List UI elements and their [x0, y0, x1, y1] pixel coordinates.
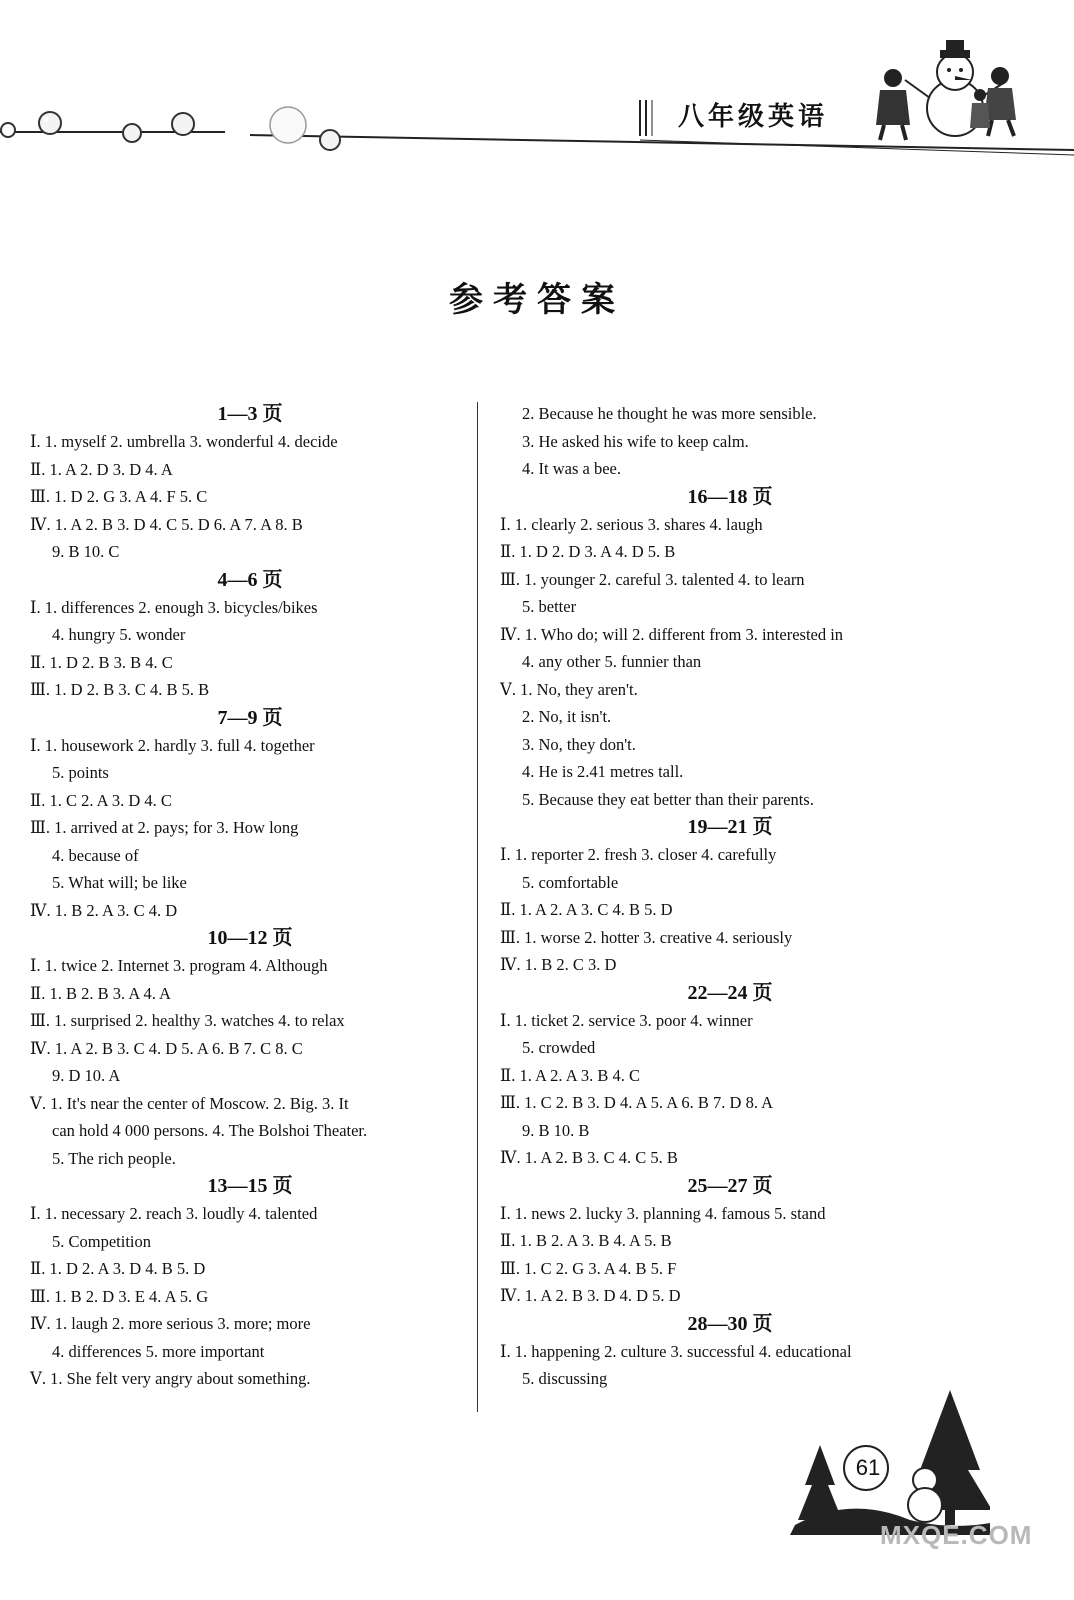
answer-line: Ⅱ. 1. B 2. A 3. B 4. A 5. B — [500, 1231, 672, 1250]
answer-line: can hold 4 000 persons. 4. The Bolshoi Theater. — [52, 1121, 368, 1140]
answer-line: 4. hungry 5. wonder — [52, 625, 186, 644]
answer-line: Ⅳ. 1. A 2. B 3. D 4. D 5. D — [500, 1286, 681, 1305]
answer-line: 5. discussing — [522, 1369, 608, 1388]
answer-line: Ⅰ. 1. happening 2. culture 3. successful 4. educational — [500, 1341, 852, 1361]
answer-line: Ⅱ. 1. D 2. B 3. B 4. C — [30, 652, 173, 672]
answer-line: Ⅱ. 1. A 2. D 3. D 4. A — [30, 459, 173, 479]
answer-line: 9. B 10. B — [522, 1120, 590, 1140]
answer-line: Ⅲ. 1. worse 2. hotter 3. creative 4. seriously — [500, 927, 793, 947]
section-title: 22—24 页 — [687, 981, 773, 1004]
section-title: 13—15 页 — [207, 1175, 293, 1197]
column-divider — [477, 402, 478, 1412]
answer-line: 5. better — [522, 597, 577, 616]
book-title: 八年级英语 — [677, 102, 828, 132]
answer-line: Ⅱ. 1. B 2. B 3. A 4. A — [30, 983, 171, 1003]
answer-line: 5. Competition — [52, 1231, 151, 1251]
answer-line: Ⅲ. 1. arrived at 2. pays; for 3. How long — [30, 818, 299, 837]
tree-snowman-icon — [790, 1385, 990, 1535]
header-ornament-icon — [0, 0, 1074, 170]
answer-line: Ⅰ. 1. reporter 2. fresh 3. closer 4. carefully — [500, 845, 777, 864]
answer-line: 5. comfortable — [522, 872, 619, 892]
answer-line: Ⅰ. 1. myself 2. umbrella 3. wonderful 4. decide — [30, 432, 338, 451]
answer-section — [30, 924, 470, 1172]
answer-line: 9. B 10. C — [52, 542, 120, 561]
answer-section — [500, 400, 960, 483]
answer-line: Ⅰ. 1. housework 2. hardly 3. full 4. together — [30, 735, 315, 755]
answer-line: 9. D 10. A — [52, 1066, 121, 1085]
section-title: 10—12 页 — [207, 927, 293, 949]
section-title: 25—27 页 — [687, 1174, 773, 1197]
answer-line: 4. He is 2.41 metres tall. — [522, 762, 684, 781]
answer-line: 5. points — [52, 763, 109, 782]
answer-section — [500, 813, 960, 979]
answer-line: Ⅰ. 1. ticket 2. service 3. poor 4. winner — [500, 1010, 753, 1030]
answer-line: Ⅰ. 1. differences 2. enough 3. bicycles/bikes — [30, 597, 318, 617]
answer-line: Ⅲ. 1. C 2. G 3. A 4. B 5. F — [500, 1258, 677, 1278]
answer-line: 2. No, it isn't. — [522, 707, 612, 726]
answer-section — [30, 704, 470, 925]
answer-line: 5. The rich people. — [52, 1148, 176, 1168]
section-title: 19—21 页 — [687, 816, 773, 838]
page-number: 61 — [855, 1455, 881, 1480]
answer-line: Ⅳ. 1. laugh 2. more serious 3. more; more — [30, 1314, 311, 1333]
answer-line: Ⅰ. 1. necessary 2. reach 3. loudly 4. talented — [30, 1204, 318, 1223]
answer-line: Ⅳ. 1. A 2. B 3. C 4. D 5. A 6. B 7. C 8. C — [30, 1038, 303, 1058]
answer-section — [30, 1172, 470, 1393]
answer-line: 5. crowded — [522, 1038, 596, 1057]
answer-line: Ⅲ. 1. C 2. B 3. D 4. A 5. A 6. B 7. D 8. A — [500, 1093, 774, 1112]
answer-line: 4. differences 5. more important — [52, 1341, 265, 1361]
section-title: 7—9 页 — [217, 706, 283, 729]
page-title: 参考答案 — [449, 280, 625, 320]
section-title: 28—30 页 — [687, 1312, 773, 1335]
answer-line: Ⅲ. 1. B 2. D 3. E 4. A 5. G — [30, 1286, 209, 1306]
answer-line: Ⅳ. 1. B 2. A 3. C 4. D — [30, 900, 178, 920]
page-header — [0, 0, 1074, 170]
answer-line: 4. because of — [52, 845, 139, 865]
answer-section — [500, 483, 960, 814]
answer-line: Ⅴ. 1. She felt very angry about something. — [30, 1369, 311, 1388]
answer-section — [500, 1172, 960, 1310]
answer-line: Ⅱ. 1. D 2. D 3. A 4. D 5. B — [500, 542, 676, 561]
answer-line: 3. No, they don't. — [522, 734, 636, 754]
answer-line: 5. What will; be like — [52, 873, 187, 892]
answer-line: 4. It was a bee. — [522, 459, 621, 478]
section-title: 16—18 页 — [687, 485, 773, 508]
answer-line: Ⅳ. 1. A 2. B 3. C 4. C 5. B — [500, 1148, 678, 1167]
answer-line: Ⅲ. 1. surprised 2. healthy 3. watches 4. to relax — [30, 1011, 345, 1030]
answer-line: Ⅰ. 1. clearly 2. serious 3. shares 4. laugh — [500, 514, 763, 534]
answer-line: 5. Because they eat better than their parents. — [522, 789, 814, 809]
answer-column-left — [30, 400, 470, 1393]
answer-line: Ⅴ. 1. No, they aren't. — [500, 679, 638, 699]
answer-line: Ⅲ. 1. D 2. G 3. A 4. F 5. C — [30, 487, 208, 506]
answer-line: Ⅳ. 1. Who do; will 2. different from 3. interested in — [500, 624, 844, 644]
section-title: 1—3 页 — [217, 403, 283, 425]
answer-line: Ⅲ. 1. D 2. B 3. C 4. B 5. B — [30, 680, 210, 699]
answer-section — [30, 566, 470, 704]
section-title: 4—6 页 — [217, 568, 283, 591]
answer-line: 3. He asked his wife to keep calm. — [522, 431, 749, 451]
answer-line: Ⅰ. 1. twice 2. Internet 3. program 4. Although — [30, 956, 328, 975]
answer-line: Ⅰ. 1. news 2. lucky 3. planning 4. famous 5. stand — [500, 1203, 826, 1223]
answer-line: 2. Because he thought he was more sensible. — [522, 404, 817, 423]
answer-line: Ⅱ. 1. A 2. A 3. C 4. B 5. D — [500, 900, 673, 919]
answer-section — [500, 1310, 960, 1393]
answer-line: Ⅳ. 1. B 2. C 3. D — [500, 955, 617, 974]
answer-column-right — [500, 400, 960, 1393]
answer-line: Ⅲ. 1. younger 2. careful 3. talented 4. to learn — [500, 569, 805, 589]
answer-line: Ⅱ. 1. C 2. A 3. D 4. C — [30, 790, 172, 810]
answer-line: Ⅱ. 1. A 2. A 3. B 4. C — [500, 1065, 641, 1085]
answer-line: 4. any other 5. funnier than — [522, 652, 702, 671]
answer-section — [30, 400, 470, 566]
watermark: MXQE.COM — [880, 1520, 1033, 1550]
answer-line: Ⅴ. 1. It's near the center of Moscow. 2. Big. 3. It — [30, 1093, 349, 1113]
answer-line: Ⅳ. 1. A 2. B 3. D 4. C 5. D 6. A 7. A 8. B — [30, 514, 303, 534]
answer-line: Ⅱ. 1. D 2. A 3. D 4. B 5. D — [30, 1259, 206, 1278]
answer-section — [500, 979, 960, 1172]
